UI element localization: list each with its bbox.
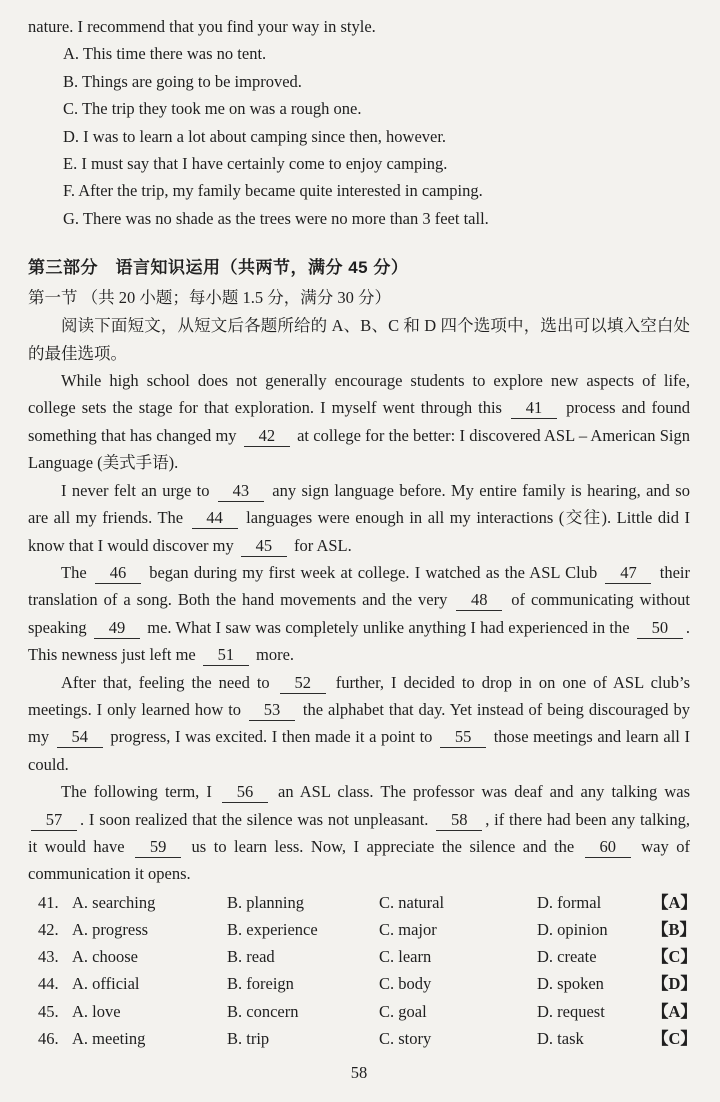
answer-row-43 bbox=[28, 943, 697, 970]
question-number: 41. bbox=[38, 892, 59, 912]
option-cell-d: D. opinion bbox=[537, 919, 608, 939]
answer-badge: 【A】 bbox=[652, 1001, 697, 1021]
choice-item-d: D. I was to learn a lot about camping since then, however. bbox=[63, 126, 447, 146]
passage-paragraph: The following term, I 56 an ASL class. The professor was deaf and any talking was 57 . I soon realized that the silence was not unpleasant. 58 , if there had been any talking, it would have 59 us to learn less. Now, I appreciate the silence and the 60 way of communication it opens. bbox=[28, 782, 690, 884]
answer-row-46 bbox=[28, 1025, 697, 1052]
question-number: 43. bbox=[38, 947, 59, 967]
answer-table bbox=[28, 889, 697, 1052]
question-number: 45. bbox=[38, 1001, 59, 1021]
cloze-blank-58: 58 bbox=[436, 810, 482, 831]
intro-line: nature. I recommend that you find your way in style. bbox=[28, 17, 376, 36]
answer-row-45 bbox=[28, 998, 697, 1025]
choice-item-e: E. I must say that I have certainly come to enjoy camping. bbox=[63, 154, 448, 174]
answer-row-41 bbox=[28, 889, 697, 916]
option-cell-b: B. foreign bbox=[227, 974, 294, 994]
choice-item-c: C. The trip they took me on was a rough one. bbox=[63, 99, 362, 119]
passage-paragraph: I never felt an urge to 43 any sign language before. My entire family is hearing, and so are all my friends. The 44 languages were enough in all my interactions (交往). Little did I know that I would discover my 45 for ASL. bbox=[28, 480, 690, 555]
option-cell-a: A. official bbox=[72, 974, 140, 994]
choice-item-f: F. After the trip, my family became quite interested in camping. bbox=[63, 181, 483, 201]
option-cell-a: A. progress bbox=[72, 919, 149, 939]
answer-badge: 【B】 bbox=[652, 919, 697, 939]
answer-row-42 bbox=[28, 916, 697, 943]
choice-item-a: A. This time there was no tent. bbox=[63, 44, 267, 64]
answer-badge: 【D】 bbox=[652, 974, 697, 994]
answer-row-44 bbox=[28, 970, 697, 997]
option-cell-c: C. goal bbox=[379, 1001, 427, 1021]
passage-paragraph: While high school does not generally encourage students to explore new aspects of life, college sets the stage for that exploration. I myself went through this 41 process and found something that has changed my 42 at college for the better: I discovered ASL – American Sign Language (美式手语). bbox=[28, 371, 691, 473]
choice-item-b: B. Things are going to be improved. bbox=[63, 71, 302, 91]
option-cell-c: C. major bbox=[379, 919, 437, 939]
question-number: 42. bbox=[38, 919, 59, 939]
cloze-blank-50: 50 bbox=[637, 618, 683, 639]
choice-list bbox=[63, 40, 690, 232]
cloze-blank-43: 43 bbox=[218, 481, 264, 502]
cloze-blank-59: 59 bbox=[135, 837, 181, 858]
cloze-passage bbox=[28, 367, 690, 888]
answer-badge: 【C】 bbox=[652, 1028, 697, 1048]
cloze-blank-60: 60 bbox=[585, 837, 631, 858]
cloze-blank-44: 44 bbox=[192, 508, 238, 529]
cloze-blank-47: 47 bbox=[605, 563, 651, 584]
option-cell-d: D. spoken bbox=[537, 974, 604, 994]
cloze-blank-52: 52 bbox=[280, 673, 326, 694]
cloze-blank-53: 53 bbox=[249, 700, 295, 721]
option-cell-a: A. love bbox=[72, 1001, 121, 1021]
option-cell-b: B. trip bbox=[227, 1028, 270, 1048]
question-number: 46. bbox=[38, 1028, 59, 1048]
option-cell-c: C. story bbox=[379, 1028, 432, 1048]
subsection-heading: 第一节 （共 20 小题；每小题 1.5 分，满分 30 分） bbox=[28, 288, 391, 308]
cloze-blank-55: 55 bbox=[440, 727, 486, 748]
option-cell-c: C. learn bbox=[379, 947, 432, 967]
option-cell-a: A. choose bbox=[72, 947, 138, 967]
question-number: 44. bbox=[38, 974, 59, 994]
option-cell-b: B. concern bbox=[227, 1001, 299, 1021]
option-cell-d: D. task bbox=[537, 1028, 584, 1048]
option-cell-a: A. searching bbox=[72, 892, 156, 912]
cloze-blank-42: 42 bbox=[244, 426, 290, 447]
option-cell-b: B. planning bbox=[227, 892, 304, 912]
cloze-blank-54: 54 bbox=[57, 727, 103, 748]
answer-badge: 【C】 bbox=[652, 947, 697, 967]
cloze-blank-49: 49 bbox=[94, 618, 140, 639]
instructions: 阅读下面短文，从短文后各题所给的 A、B、C 和 D 四个选项中，选出可以填入空白处的最佳选项。 bbox=[28, 316, 690, 363]
answer-badge: 【A】 bbox=[652, 892, 697, 912]
cloze-blank-51: 51 bbox=[203, 645, 249, 666]
option-cell-c: C. natural bbox=[379, 892, 445, 912]
option-cell-d: D. formal bbox=[537, 892, 602, 912]
cloze-blank-56: 56 bbox=[222, 782, 268, 803]
cloze-blank-48: 48 bbox=[456, 590, 502, 611]
passage-paragraph: After that, feeling the need to 52 further, I decided to drop in on one of ASL club’s meetings. I only learned how to 53 the alphabet that day. Yet instead of being discouraged by my 54 progress, I was excited. I then made it a point to 55 those meetings and learn all I could. bbox=[28, 672, 691, 774]
option-cell-d: D. request bbox=[537, 1001, 605, 1021]
option-cell-a: A. meeting bbox=[72, 1028, 146, 1048]
option-cell-b: B. experience bbox=[227, 919, 318, 939]
option-cell-b: B. read bbox=[227, 947, 275, 967]
page-number: 58 bbox=[350, 1063, 368, 1082]
passage-paragraph: The 46 began during my first week at college. I watched as the ASL Club 47 their translation of a song. Both the hand movements and the very 48 of communicating without speaking 49 me. What I saw was completely unlike anything I had experienced in the 50 . This newness just left me 51 more. bbox=[28, 562, 690, 665]
option-cell-d: D. create bbox=[537, 947, 597, 967]
cloze-blank-46: 46 bbox=[95, 563, 141, 584]
cloze-blank-41: 41 bbox=[511, 398, 557, 419]
option-cell-c: C. body bbox=[379, 974, 432, 994]
cloze-blank-45: 45 bbox=[241, 536, 287, 557]
part-heading: 第三部分 语言知识运用（共两节，满分 45 分） bbox=[28, 258, 409, 278]
choice-item-g: G. There was no shade as the trees were no more than 3 feet tall. bbox=[63, 208, 489, 228]
cloze-blank-57: 57 bbox=[31, 810, 77, 831]
